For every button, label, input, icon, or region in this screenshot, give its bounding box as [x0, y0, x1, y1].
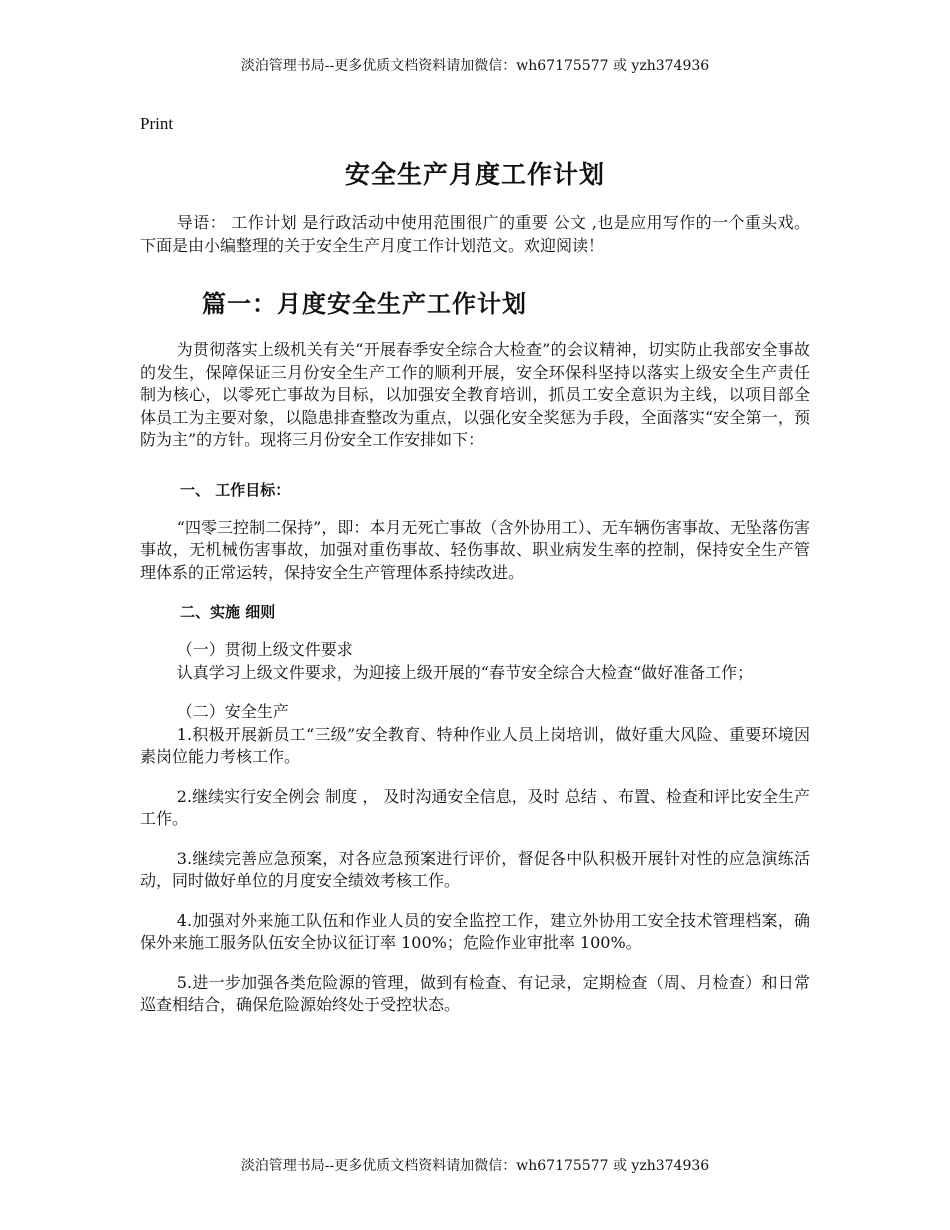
list-item: 5.进一步加强各类危险源的管理，做到有检查、有记录，定期检查（周、月检查）和日常巡查相结合，确保危险源始终处于受控状态。 [140, 972, 810, 1014]
sub1-paragraph: 认真学习上级文件要求，为迎接上级开展的“春节安全综合大检查“做好准备工作； [176, 662, 754, 682]
list-item: 2.继续实行安全例会 制度 ， 及时沟通安全信息，及时 总结 、布置、检查和评比安全生产工作。 [140, 786, 810, 828]
list-item: 4.加强对外来施工队伍和作业人员的安全监控工作，建立外协用工安全技术管理档案，确保外来施工服务队伍安全协议征订率 100%；危险作业审批率 100%。 [140, 910, 810, 952]
sub1-heading: （一）贯彻上级文件要求 [176, 640, 353, 659]
section-title: 篇一：月度安全生产工作计划 [202, 290, 527, 318]
print-label: Print [140, 114, 174, 133]
goal-paragraph: “四零三控制二保持”，即：本月无死亡事故（含外协用工）、无车辆伤害事故、无坠落伤害事故，无机械伤害事故，加强对重伤事故、轻伤事故、职业病发生率的控制，保持安全生产管理体系的正常运转，保持安全生产管理体系持续改进。 [140, 517, 810, 582]
document-body [140, 212, 810, 1034]
detail-heading: 二、实施 细则 [180, 603, 276, 621]
page-footer: 淡泊管理书局--更多优质文档资料请加微信：wh67175577 或 yzh374936 [240, 1158, 710, 1174]
list-item: 1.积极开展新员工“三级”安全教育、特种作业人员上岗培训，做好重大风险、重要环境因素岗位能力考核工作。 [140, 724, 810, 766]
sub2-heading: （二）安全生产 [176, 702, 289, 721]
document-title: 安全生产月度工作计划 [344, 160, 605, 189]
list-item: 3.继续完善应急预案，对各应急预案进行评价，督促各中队积极开展针对性的应急演练活动，同时做好单位的月度安全绩效考核工作。 [140, 848, 810, 890]
intro-paragraph: 导语： 工作计划 是行政活动中使用范围很广的重要 公文 ,也是应用写作的一个重头戏。下面是由小编整理的关于安全生产月度工作计划范文。欢迎阅读！ [140, 213, 810, 255]
page-header: 淡泊管理书局--更多优质文档资料请加微信：wh67175577 或 yzh374936 [240, 58, 710, 74]
lead-paragraph: 为贯彻落实上级机关有关“开展春季安全综合大检查”的会议精神，切实防止我部安全事故的发生，保障保证三月份安全生产工作的顺利开展，安全环保科坚持以落实上级安全生产责任制为核心，以零死亡事故为目标，以加强安全教育培训，抓员工安全意识为主线，以项目部全体员工为主要对象，以隐患排查整改为重点，以强化安全奖惩为手段，全面落实“安全第一，预防为主”的方针。现将三月份安全工作安排如下： [140, 340, 810, 449]
goal-heading: 一、 工作目标： [180, 480, 291, 499]
